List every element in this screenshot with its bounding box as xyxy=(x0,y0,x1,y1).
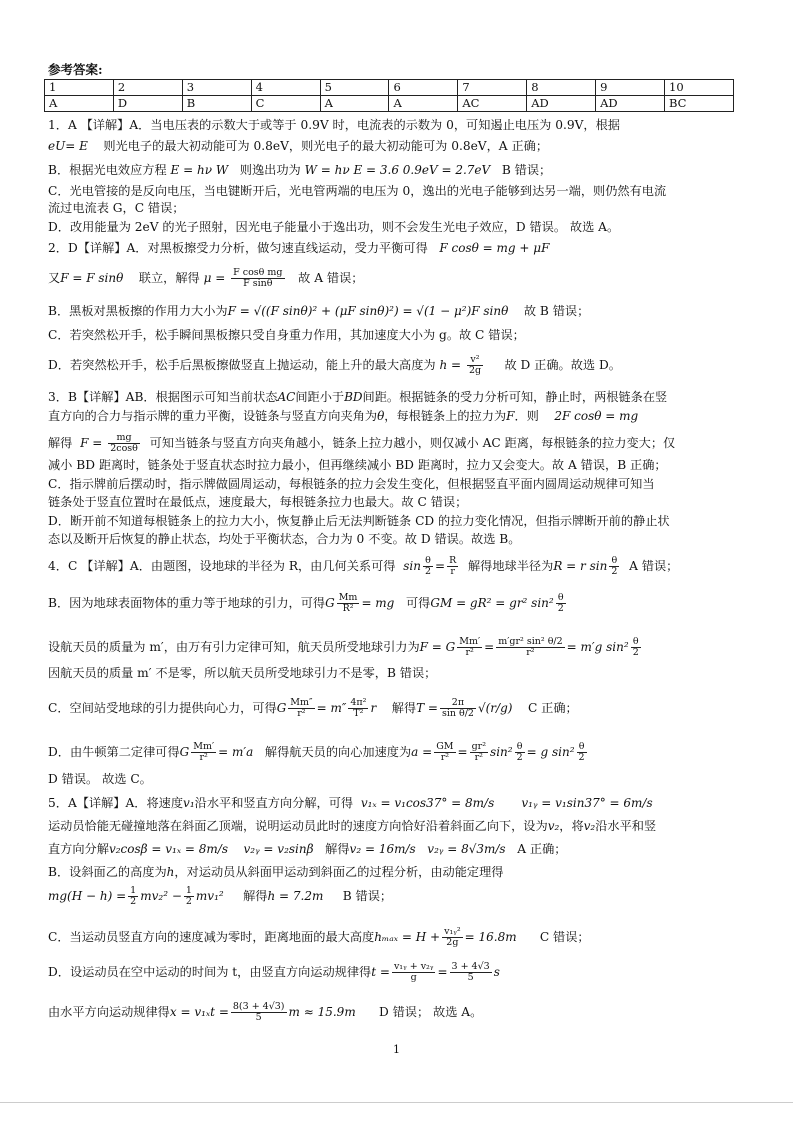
answer-cell: BC xyxy=(665,96,734,112)
fraction xyxy=(434,742,455,763)
math: s xyxy=(493,965,500,979)
denominator: r² xyxy=(474,752,483,763)
question-number: 9 xyxy=(596,80,665,96)
math: = F sinθ xyxy=(68,271,124,285)
explanation-line xyxy=(48,795,748,812)
explanation-line xyxy=(48,818,748,835)
math: mv₁² xyxy=(195,889,224,903)
fraction xyxy=(191,742,216,763)
math: = E xyxy=(65,139,88,153)
question-number: 6 xyxy=(389,80,458,96)
math: h = 7.2m xyxy=(267,889,324,903)
text: ，将 xyxy=(559,819,584,833)
math: √(r/g) xyxy=(477,701,513,715)
explanation-line xyxy=(48,841,748,858)
fraction xyxy=(231,1002,287,1023)
fraction xyxy=(470,742,488,763)
math: v₁ₓ = v₁cos37° = 8m/s xyxy=(360,796,495,810)
denominator: g xyxy=(410,972,417,983)
question-number: 2 xyxy=(113,80,182,96)
math: 2F cosθ = mg xyxy=(554,409,639,423)
math: W xyxy=(304,163,317,177)
math: = 3.6 0.9eV = 2.7eV xyxy=(362,163,491,177)
numerator: Mm″ xyxy=(290,697,313,708)
text: 可得 xyxy=(406,596,431,610)
denominator: 5 xyxy=(467,972,474,983)
answer-table-answer-row xyxy=(45,96,734,112)
numerator: 1 xyxy=(185,885,192,896)
text: 态以及断开后恢复的静止状态，均处于平衡状态，合力为 0 不变。故 D 错误。故选 B。 xyxy=(48,532,521,546)
text: A 正确； xyxy=(517,842,567,856)
fraction xyxy=(609,556,619,577)
math: r xyxy=(370,701,377,715)
question-number: 8 xyxy=(527,80,596,96)
explanation-line xyxy=(48,355,748,376)
numerator: 4π² xyxy=(350,697,367,708)
text: B．因为地球表面物体的重力等于地球的引力，可得 xyxy=(48,596,326,610)
text: 解得 xyxy=(391,701,417,715)
explanation-line xyxy=(48,138,748,155)
text: 故 B 错误； xyxy=(523,304,590,318)
math: = hν E xyxy=(316,163,363,177)
explanation-line xyxy=(48,531,748,548)
explanation-line xyxy=(48,962,748,983)
denominator: r² xyxy=(297,708,306,719)
denominator: 2g xyxy=(468,365,482,376)
explanation-line xyxy=(48,513,748,530)
answer-cell: AD xyxy=(596,96,665,112)
text: 2．D【详解】A．对黑板擦受力分析，做匀速直线运动，受力平衡可得 xyxy=(48,241,428,255)
text: 由水平方向运动规律得 xyxy=(48,1005,170,1019)
fraction xyxy=(440,698,476,719)
math: = 16.8m xyxy=(464,930,517,944)
fraction xyxy=(467,355,483,376)
math: = g sin² xyxy=(526,745,575,759)
explanation-line xyxy=(48,742,748,763)
denominator: 2 xyxy=(578,752,585,763)
math: hₘₐₓ = H + xyxy=(374,930,441,944)
fraction xyxy=(184,886,194,907)
math: = xyxy=(457,745,468,759)
question-number: 4 xyxy=(251,80,320,96)
math: = xyxy=(484,640,495,654)
math: F = G xyxy=(419,640,456,654)
numerator: θ xyxy=(515,742,525,753)
fraction xyxy=(392,962,436,983)
answer-cell: AD xyxy=(527,96,596,112)
math: = mg xyxy=(361,596,395,610)
explanation-line xyxy=(48,183,748,200)
text: 解得地球半径为 xyxy=(468,559,554,573)
answer-cell: AC xyxy=(458,96,527,112)
answer-table xyxy=(44,79,734,112)
denominator: 2 xyxy=(516,752,523,763)
text: C．若突然松开手，松手瞬间黑板擦只受自身重力作用，其加速度大小为 g。故 C 错误； xyxy=(48,328,525,342)
text: 间距。根据链条的受力分析可知，静止时，两根链条在竖 xyxy=(362,390,668,404)
denominator: r² xyxy=(526,647,535,658)
text: 故 D 正确。故选 D。 xyxy=(504,358,621,372)
numerator: 2π xyxy=(440,698,476,709)
explanation-line xyxy=(48,457,748,474)
text: 流过电流表 G，C 错误； xyxy=(48,201,185,215)
explanation-line xyxy=(48,327,748,344)
fraction xyxy=(288,698,314,719)
math: μ = xyxy=(203,271,226,285)
denominator: r² xyxy=(199,752,208,763)
denominator: r xyxy=(450,566,455,577)
numerator: 1 xyxy=(130,885,137,896)
math: G xyxy=(276,701,287,715)
explanation-line xyxy=(48,556,748,577)
math: = m″ xyxy=(316,701,347,715)
fraction xyxy=(556,593,566,614)
explanation-line xyxy=(48,240,748,257)
page-number: 1 xyxy=(393,1043,400,1056)
denominator: sin θ/2 xyxy=(441,708,474,719)
math: a = xyxy=(411,745,433,759)
page-bottom-rule xyxy=(0,1102,793,1103)
math: E xyxy=(170,163,180,177)
math: T = xyxy=(416,701,438,715)
explanation-line xyxy=(48,665,748,682)
text: 5．A【详解】A．将速度 xyxy=(48,796,184,810)
text: C．光电管接的是反向电压，当电键断开后，光电管两端的电压为 0，逸出的光电子能够到达另一端，则仍然有电流 xyxy=(48,184,667,198)
text: ，对运动员从斜面甲运动到斜面乙的过程分析，由动能定理得 xyxy=(174,865,504,879)
math: v₂ᵧ = 8√3m/s xyxy=(427,842,506,856)
text: 则逸出功为 xyxy=(239,163,301,177)
text: 又 xyxy=(48,271,61,285)
text: D 错误； 故选 A。 xyxy=(378,1005,483,1019)
math: R = r sin xyxy=(553,559,608,573)
text: 解得 xyxy=(48,436,73,450)
math: sin² xyxy=(490,745,513,759)
denominator: r² xyxy=(440,752,450,763)
math: eU xyxy=(48,139,66,153)
answer-table-number-row xyxy=(45,80,734,96)
math: F xyxy=(60,271,69,285)
text: D．若突然松开手，松手后黑板擦做竖直上抛运动，能上升的最大高度为 xyxy=(48,358,436,372)
math: G xyxy=(179,745,190,759)
text: 设航天员的质量为 m′，由万有引力定律可知，航天员所受地球引力为 xyxy=(48,640,420,654)
text: 直方向的合力与指示牌的重力平衡，设链条与竖直方向夹角为 xyxy=(48,409,378,423)
math: F xyxy=(506,409,515,423)
denominator: 2cosθ xyxy=(110,443,138,454)
explanation-line xyxy=(48,1002,748,1023)
math: GM = gR² = gr² sin² xyxy=(430,596,554,610)
math: sin xyxy=(403,559,421,573)
numerator: v₁ᵧ + v₂ᵧ xyxy=(393,961,434,972)
text: 4．C 【详解】A．由题图，设地球的半径为 R，由几何关系可得 xyxy=(48,559,396,573)
text: B 错误； xyxy=(501,163,552,177)
text: 沿水平和竖 xyxy=(595,819,657,833)
math: t = xyxy=(371,965,390,979)
fraction xyxy=(423,556,433,577)
fraction xyxy=(450,962,492,983)
text: D 错误。 故选 C。 xyxy=(48,772,152,786)
text: 链条处于竖直位置时在最低点，速度最大，每根链条拉力也最大。故 C 错误； xyxy=(48,495,468,509)
explanation-line xyxy=(48,389,748,406)
math: = m′a xyxy=(218,745,254,759)
numerator: R xyxy=(449,555,457,566)
explanation-line xyxy=(48,886,748,907)
fraction xyxy=(231,268,284,289)
numerator: Mm xyxy=(338,592,358,603)
denominator: 2 xyxy=(130,896,137,907)
math: = m′g sin² xyxy=(566,640,629,654)
denominator: r² xyxy=(465,647,474,658)
question-number: 3 xyxy=(182,80,251,96)
numerator: Mm′ xyxy=(193,741,215,752)
answer-cell: C xyxy=(251,96,320,112)
text: 直方向分解 xyxy=(48,842,109,856)
numerator: θ xyxy=(631,637,641,648)
text: ．则 xyxy=(514,409,539,423)
denominator: R² xyxy=(342,603,354,614)
text: 因航天员的质量 m′ 不是零，所以航天员所受地球引力不是零，B 错误； xyxy=(48,666,437,680)
explanation-line xyxy=(48,162,748,179)
denominator: 2 xyxy=(185,896,192,907)
answer-cell: A xyxy=(389,96,458,112)
numerator: v² xyxy=(467,355,483,366)
explanation-line xyxy=(48,593,748,614)
numerator: GM xyxy=(436,741,454,752)
fraction xyxy=(457,637,482,658)
explanation-line xyxy=(48,408,748,425)
text: C．指示牌前后摆动时，指示牌做圆周运动，每根链条的拉力会发生变化，但根据竖直平面内圆周运动规律可知当 xyxy=(48,477,655,491)
text: 解得 xyxy=(243,889,268,903)
fraction xyxy=(348,698,368,719)
math: θ xyxy=(377,409,385,423)
text: C．空间站受地球的引力提供向心力，可得 xyxy=(48,701,277,715)
math: v₂ = 16m/s xyxy=(349,842,416,856)
text: 可知当链条与竖直方向夹角越小，链条上拉力越小，则仅减小 AC 距离，每根链条的拉力变大；仅 xyxy=(149,436,676,450)
answer-cell: A xyxy=(320,96,389,112)
explanation-line xyxy=(48,637,748,658)
numerator: θ xyxy=(423,556,433,567)
math: m ≈ 15.9m xyxy=(288,1005,356,1019)
text: C 错误； xyxy=(539,930,590,944)
explanation-line xyxy=(48,303,748,320)
math: v₁ᵧ = v₁sin37° = 6m/s xyxy=(521,796,653,810)
text: D．改用能量为 2eV 的光子照射，因光电子能量小于逸出功，则不会发生光电子效应，D 错误。 故选 A。 xyxy=(48,220,620,234)
math: x = v₁ₓt = xyxy=(169,1005,229,1019)
text: B．黑板对黑板擦的作用力大小为 xyxy=(48,304,228,318)
answer-cell: D xyxy=(113,96,182,112)
explanation-line xyxy=(48,200,748,217)
text: B．根据光电效应方程 xyxy=(48,163,167,177)
explanation-line xyxy=(48,927,748,948)
numerator: Mm′ xyxy=(459,636,481,647)
fraction xyxy=(577,742,587,763)
text: 解得航天员的向心加速度为 xyxy=(264,745,412,759)
denominator: F sinθ xyxy=(243,278,273,289)
math: v₂ xyxy=(583,819,596,833)
math: F cosθ = mg + μF xyxy=(439,241,550,255)
numerator: θ xyxy=(609,556,619,567)
math: v₂ xyxy=(547,819,560,833)
explanation-line xyxy=(48,219,748,236)
denominator: 2g xyxy=(446,937,459,948)
text: D．断开前不知道每根链条上的拉力大小，恢复静止后无法判断链条 CD 的拉力变化情况，但指示牌断开前的静止状 xyxy=(48,514,670,528)
math: h xyxy=(166,865,175,879)
numerator: 8(3 + 4√3) xyxy=(232,1001,285,1012)
math: G xyxy=(325,596,335,610)
math: v₂cosβ = v₁ₓ = 8m/s xyxy=(108,842,228,856)
denominator: 2 xyxy=(632,647,639,658)
math: = xyxy=(435,559,446,573)
explanation-line xyxy=(48,268,748,289)
math: = √((F sinθ)² + (μF sinθ)²) = √(1 − μ²)F sinθ xyxy=(235,304,509,318)
denominator: 5 xyxy=(255,1012,262,1023)
text: 联立，解得 xyxy=(138,271,200,285)
answers-heading: 参考答案: xyxy=(48,62,103,77)
math: mv₂² − xyxy=(140,889,182,903)
text: 故 A 错误； xyxy=(298,271,364,285)
denominator: 2 xyxy=(611,566,618,577)
text: 间距小于 xyxy=(295,390,345,404)
fraction xyxy=(515,742,525,763)
math: v₂ᵧ = v₂sinβ xyxy=(243,842,314,856)
fraction xyxy=(631,637,641,658)
fraction xyxy=(128,886,138,907)
text: 3．B【详解】AB．根据图示可知当前状态 xyxy=(48,390,278,404)
explanation-line xyxy=(48,433,748,454)
question-number: 10 xyxy=(665,80,734,96)
text: B 错误； xyxy=(342,889,393,903)
math: mg(H − h) = xyxy=(48,889,127,903)
numerator: 3 + 4√3 xyxy=(451,961,490,972)
fraction xyxy=(442,927,463,948)
text: 运动员恰能无碰撞地落在斜面乙顶端，说明运动员此时的速度方向恰好沿着斜面乙向下，设为 xyxy=(48,819,548,833)
text: 则光电子的最大初动能可为 0.8eV，则光电子的最大初动能可为 0.8eV，A 正确； xyxy=(103,139,549,153)
explanation-line xyxy=(48,117,748,134)
text: ，每根链条上的拉力为 xyxy=(384,409,507,423)
text: D．由牛顿第二定律可得 xyxy=(48,745,180,759)
text: C 正确； xyxy=(527,701,578,715)
math: BD xyxy=(344,390,363,404)
numerator: gr² xyxy=(471,741,487,752)
numerator: mg xyxy=(108,433,140,444)
text: 1．A 【详解】A．当电压表的示数大于或等于 0.9V 时，电流表的示数为 0，可知遏止电压为 0.9V，根据 xyxy=(48,118,620,132)
denominator: 2 xyxy=(557,603,564,614)
text: 减小 BD 距离时，链条处于竖直状态时拉力最小，但再继续减小 BD 距离时，拉力又会变大。故 A 错误，B 正确； xyxy=(48,458,667,472)
question-number: 7 xyxy=(458,80,527,96)
answer-cell: B xyxy=(182,96,251,112)
numerator: F cosθ mg xyxy=(233,267,283,278)
denominator: 2 xyxy=(424,566,432,577)
answer-cell: A xyxy=(45,96,114,112)
math: v₁ xyxy=(183,796,195,810)
text: C．当运动员竖直方向的速度减为零时，距离地面的最大高度 xyxy=(48,930,375,944)
text: B．设斜面乙的高度为 xyxy=(48,865,167,879)
fraction xyxy=(496,637,564,658)
fraction xyxy=(108,433,140,454)
text: 解得 xyxy=(325,842,350,856)
fraction xyxy=(337,593,360,614)
denominator: T² xyxy=(353,708,364,719)
math: = hν W xyxy=(179,163,229,177)
text: A 错误； xyxy=(629,559,679,573)
math: F xyxy=(227,304,236,318)
explanation-line xyxy=(48,494,748,511)
question-number: 1 xyxy=(45,80,114,96)
fraction xyxy=(447,556,458,577)
numerator: θ xyxy=(577,742,587,753)
explanation-line xyxy=(48,476,748,493)
explanation-line xyxy=(48,698,748,719)
text: 沿水平和竖直方向分解，可得 xyxy=(194,796,354,810)
question-number: 5 xyxy=(320,80,389,96)
explanation-line xyxy=(48,771,748,788)
numerator: θ xyxy=(556,593,566,604)
text: D．设运动员在空中运动的时间为 t，由竖直方向运动规律得 xyxy=(48,965,372,979)
numerator: m′gr² sin² θ/2 xyxy=(498,636,563,647)
math: h = xyxy=(439,358,462,372)
math: AC xyxy=(277,390,296,404)
math: F = xyxy=(80,436,103,450)
math: = xyxy=(437,965,448,979)
explanation-line xyxy=(48,864,748,881)
numerator: v₁ᵧ² xyxy=(444,926,461,937)
